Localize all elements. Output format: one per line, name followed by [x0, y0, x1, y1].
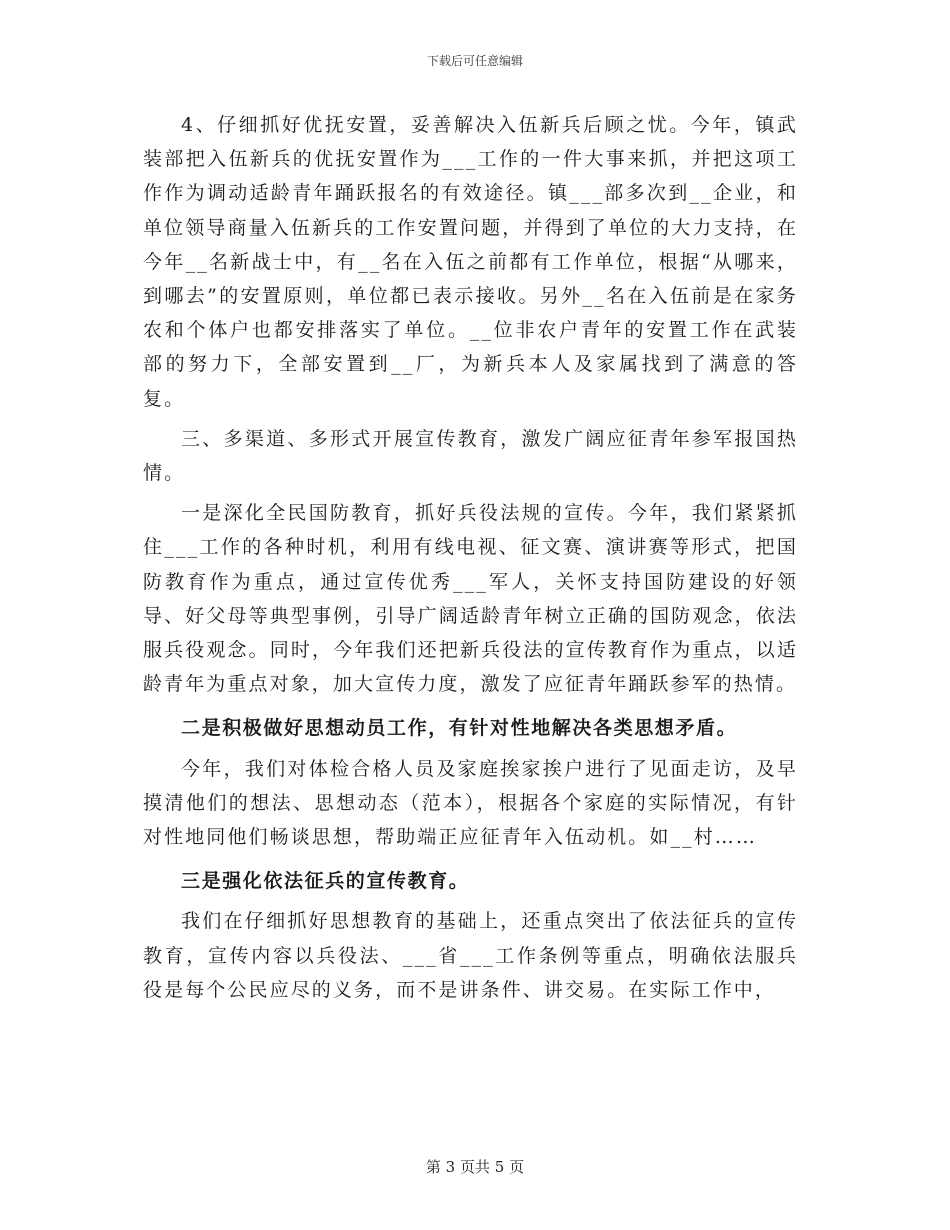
document-body [143, 108, 798, 1007]
section-heading-publicity: 三、多渠道、多形式开展宣传教育，激发广阔应征青年参军报国热情。 [143, 427, 798, 485]
paragraph-lawful-conscription: 我们在仔细抓好思想教育的基础上，还重点突出了依法征兵的宣传教育，宣传内容以兵役法、___省___工作条例等重点，明确依法服兵役是每个公民应尽的义务，而不是讲条件、讲交易。在实际工作中， [143, 910, 798, 1001]
bold-heading-lawful-conscription: 三是强化依法征兵的宣传教育。 [181, 870, 470, 893]
paragraph-home-visits: 今年，我们对体检合格人员及家庭挨家挨户进行了见面走访，及早摸清他们的想法、思想动态（范本），根据各个家庭的实际情况，有针对性地同他们畅谈思想，帮助端正应征青年入伍动机。如__村…… [143, 757, 798, 849]
page-header-note: 下载后可任意编辑 [426, 54, 523, 68]
paragraph-national-defense-education: 一是深化全民国防教育，抓好兵役法规的宣传。今年，我们紧紧抓住___工作的各种时机，利用有线电视、征文赛、演讲赛等形式，把国防教育作为重点，通过宣传优秀___军人，关怀支持国防建设的好领导、好父母等典型事例，引导广阔适龄青年树立正确的国防观念，依法服兵役观念。同时，今年我们还把新兵役法的宣传教育作为重点，以适龄青年为重点对象，加大宣传力度，激发了应征青年踊跃参军的热情。 [143, 502, 798, 696]
paragraph-resettlement: 4、仔细抓好优抚安置，妥善解决入伍新兵后顾之忧。今年，镇武装部把入伍新兵的优抚安置作为___工作的一件大事来抓，并把这项工作作为调动适龄青年踊跃报名的有效途径。镇___部多次到__企业，和单位领导商量入伍新兵的工作安置问题，并得到了单位的大力支持，在今年__名新战士中，有__名在入伍之前都有工作单位，根据“从哪来，到哪去”的安置原则，单位都已表示接收。另外__名在入伍前是在家务农和个体户也都安排落实了单位。__位非农户青年的安置工作在武装部的努力下，全部安置到__厂，为新兵本人及家属找到了满意的答复。 [143, 114, 798, 410]
bold-heading-ideological-mobilization: 二是积极做好思想动员工作，有针对性地解决各类思想矛盾。 [181, 717, 738, 740]
page-number: 第 3 页共 5 页 [425, 1158, 525, 1176]
